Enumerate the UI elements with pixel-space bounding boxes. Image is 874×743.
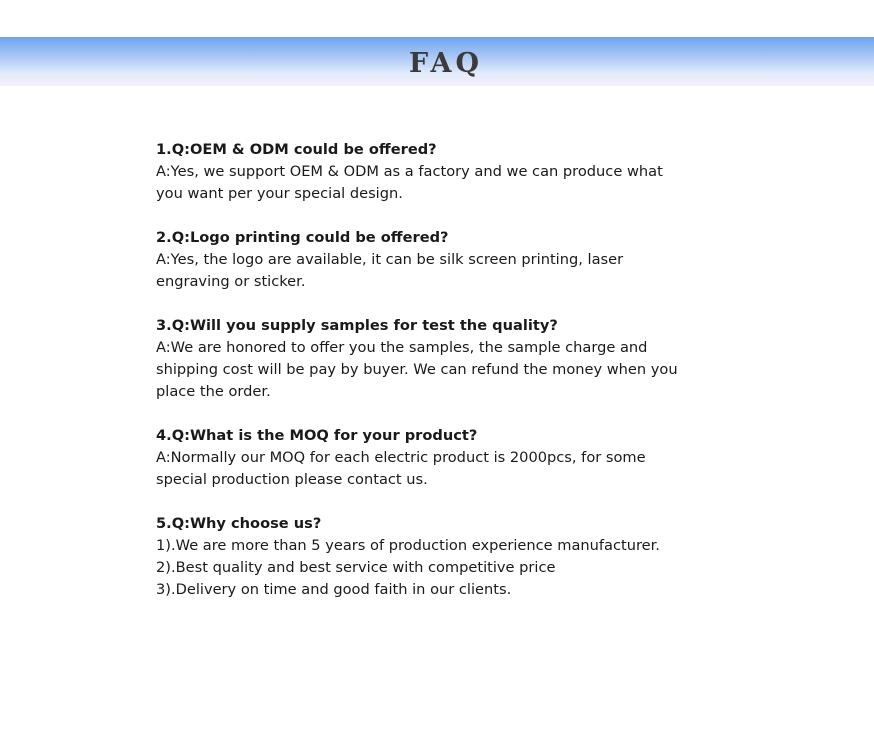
faq-question: 4.Q:What is the MOQ for your product? [156,427,478,444]
faq-answer-line: you want per your special design. [156,185,403,202]
faq-answer-line: A:Yes, the logo are available, it can be silk screen printing, laser [156,251,624,268]
faq-item-3 [156,315,696,403]
faq-question: 1.Q:OEM & ODM could be offered? [156,141,437,158]
faq-list-line: 3).Delivery on time and good faith in our clients. [156,581,512,598]
faq-list-line: 1).We are more than 5 years of production experience manufacturer. [156,537,660,554]
faq-answer-line: place the order. [156,383,271,400]
faq-item-5 [156,513,696,601]
faq-answer-line: engraving or sticker. [156,273,306,290]
faq-item-4 [156,425,696,491]
faq-list-line: 2).Best quality and best service with competitive price [156,559,556,576]
faq-question: 5.Q:Why choose us? [156,515,322,532]
faq-answer-line: A:We are honored to offer you the samples, the sample charge and [156,339,648,356]
faq-item-2 [156,227,696,293]
faq-answer-line: A:Normally our MOQ for each electric product is 2000pcs, for some [156,449,646,466]
faq-question: 2.Q:Logo printing could be offered? [156,229,449,246]
faq-item-1 [156,139,696,205]
faq-answer-line: shipping cost will be pay by buyer. We can refund the money when you [156,361,678,378]
faq-answer-line: special production please contact us. [156,471,428,488]
banner-title: FAQ [408,48,484,79]
faq-list [156,139,696,623]
faq-answer-line: A:Yes, we support OEM & ODM as a factory and we can produce what [156,163,663,180]
faq-question: 3.Q:Will you supply samples for test the quality? [156,317,558,334]
